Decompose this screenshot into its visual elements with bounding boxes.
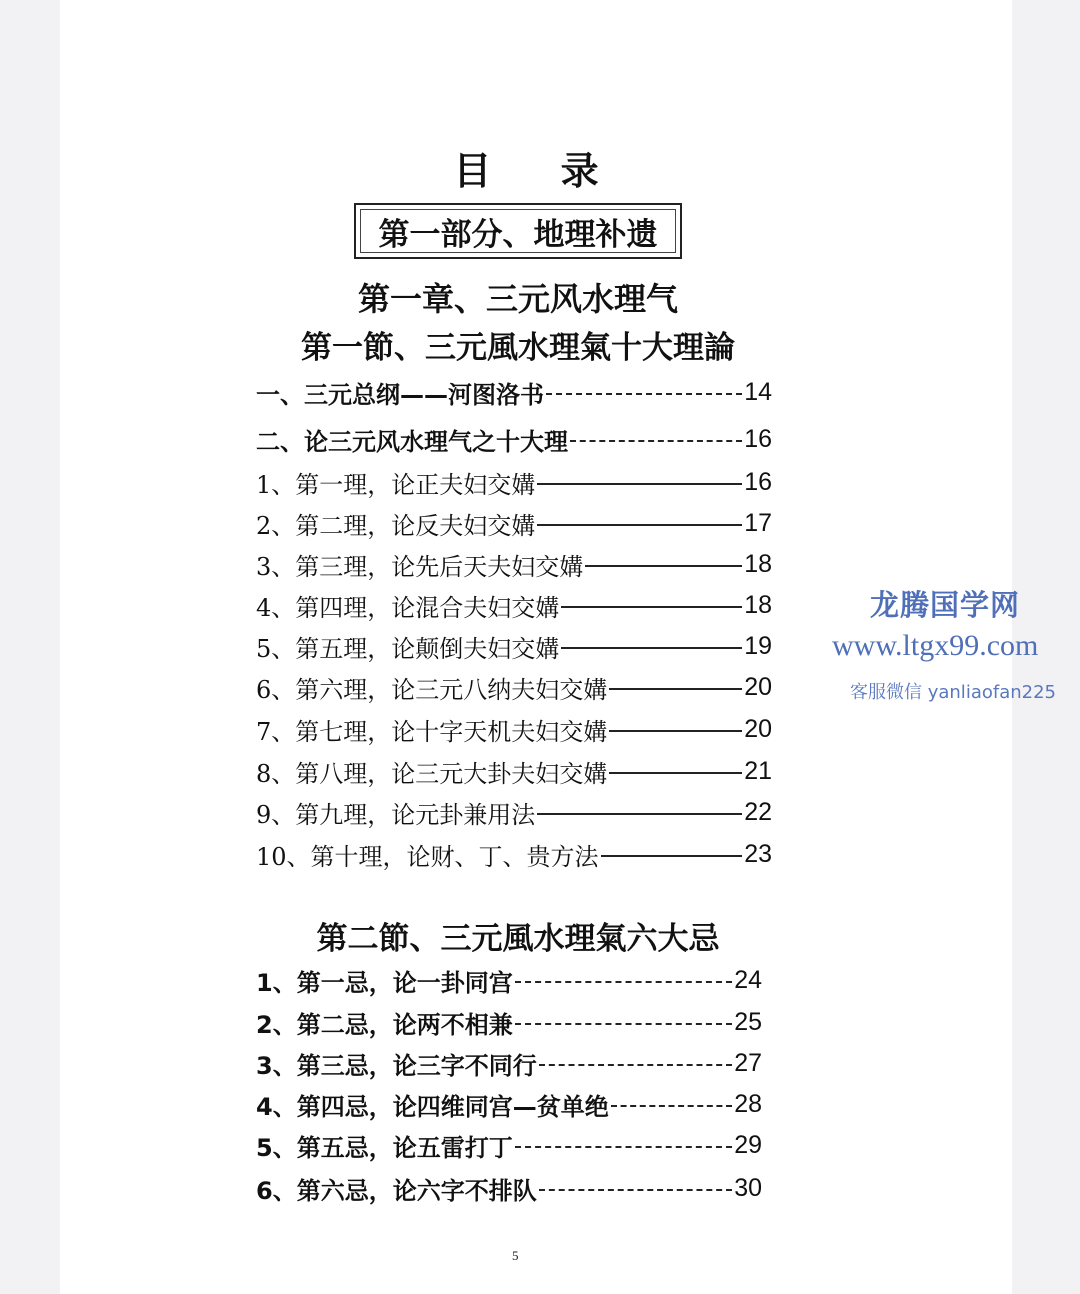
toc-entry-page: 14 <box>744 377 772 406</box>
toc-leader <box>546 393 742 395</box>
toc-entry-title: 2、第二理，论反夫妇交媾 <box>256 511 536 540</box>
toc-entry-title: 1、第一忌，论一卦同宫 <box>256 968 513 997</box>
toc-entry <box>256 711 772 747</box>
toc-entry-title: 4、第四忌，论四维同宫—贫单绝 <box>256 1092 609 1121</box>
toc-leader <box>537 524 742 526</box>
toc-entry <box>256 1086 762 1122</box>
page-number: 5 <box>512 1248 519 1263</box>
toc-leader <box>537 813 742 815</box>
toc-leader <box>515 1146 732 1148</box>
toc-entry <box>256 794 772 830</box>
toc-entry-page: 24 <box>734 965 762 994</box>
toc-entry-title: 8、第八理，论三元大卦夫妇交媾 <box>256 759 608 788</box>
toc-entry-page: 25 <box>734 1007 762 1036</box>
toc-entry-title: 10、第十理，论财、丁、贵方法 <box>256 842 599 871</box>
toc-leader <box>515 981 732 983</box>
toc-leader <box>561 606 742 608</box>
toc-leader <box>609 730 742 732</box>
section-heading-1: 第一節、三元風水理氣十大理論 <box>301 330 735 366</box>
toc-entry <box>256 1170 762 1206</box>
page-title: 目 录 <box>453 149 627 193</box>
toc-leader <box>539 1064 732 1066</box>
watermark-url: www.ltgx99.com <box>832 629 1039 662</box>
toc-entry-title: 二、论三元风水理气之十大理 <box>256 427 568 456</box>
toc-entry-title: 5、第五理，论颠倒夫妇交媾 <box>256 634 560 663</box>
toc-leader <box>609 688 742 690</box>
toc-entry <box>256 1045 762 1081</box>
toc-entry-title: 2、第二忌，论两不相兼 <box>256 1010 513 1039</box>
toc-entry <box>256 628 772 664</box>
toc-entry <box>256 421 772 457</box>
toc-entry <box>256 753 772 789</box>
toc-entry-title: 7、第七理，论十字天机夫妇交媾 <box>256 717 608 746</box>
part-heading: 第一部分、地理补遗 <box>360 209 676 253</box>
toc-entry <box>256 669 772 705</box>
toc-leader <box>515 1023 732 1025</box>
toc-entry-page: 29 <box>734 1130 762 1159</box>
toc-entry-page: 27 <box>734 1048 762 1077</box>
toc-entry-title: 一、三元总纲——河图洛书 <box>256 380 544 409</box>
toc-leader <box>611 1105 732 1107</box>
toc-entry-page: 22 <box>744 797 772 826</box>
toc-entry-page: 28 <box>734 1089 762 1118</box>
toc-leader <box>585 565 742 567</box>
toc-entry-page: 20 <box>744 672 772 701</box>
toc-entry <box>256 962 762 998</box>
toc-entry-page: 20 <box>744 714 772 743</box>
toc-entry-title: 6、第六理，论三元八纳夫妇交媾 <box>256 675 608 704</box>
toc-entry-page: 16 <box>744 467 772 496</box>
toc-entry <box>256 1004 762 1040</box>
toc-leader <box>561 647 742 649</box>
toc-entry-page: 23 <box>744 839 772 868</box>
toc-entry-title: 4、第四理，论混合夫妇交媾 <box>256 593 560 622</box>
toc-entry-title: 6、第六忌，论六字不排队 <box>256 1176 537 1205</box>
toc-entry-page: 21 <box>744 756 772 785</box>
toc-entry <box>256 546 772 582</box>
toc-entry <box>256 505 772 541</box>
toc-entry <box>256 587 772 623</box>
part-heading-box <box>354 203 682 259</box>
chapter-heading: 第一章、三元风水理气 <box>357 280 678 318</box>
watermark-contact: 客服微信 yanliaofan225 <box>850 682 1056 703</box>
toc-entry <box>256 464 772 500</box>
toc-entry-page: 17 <box>744 508 772 537</box>
toc-entry-title: 3、第三忌，论三字不同行 <box>256 1051 537 1080</box>
toc-leader <box>609 772 742 774</box>
toc-entry-title: 5、第五忌，论五雷打丁 <box>256 1133 513 1162</box>
toc-entry-page: 18 <box>744 590 772 619</box>
toc-entry-page: 19 <box>744 631 772 660</box>
toc-entry <box>256 1127 762 1163</box>
toc-entry-page: 18 <box>744 549 772 578</box>
toc-leader <box>601 855 743 857</box>
section-heading-2: 第二節、三元風水理氣六大忌 <box>316 921 720 957</box>
watermark-title: 龙腾国学网 <box>870 588 1021 622</box>
toc-leader <box>539 1189 732 1191</box>
toc-entry-page: 30 <box>734 1173 762 1202</box>
toc-leader <box>570 440 742 442</box>
toc-entry-title: 9、第九理，论元卦兼用法 <box>256 800 536 829</box>
toc-entry-title: 3、第三理，论先后天夫妇交媾 <box>256 552 584 581</box>
toc-entry <box>256 836 772 872</box>
toc-entry <box>256 374 772 410</box>
toc-entry-title: 1、第一理，论正夫妇交媾 <box>256 470 536 499</box>
toc-entry-page: 16 <box>744 424 772 453</box>
toc-leader <box>537 483 742 485</box>
